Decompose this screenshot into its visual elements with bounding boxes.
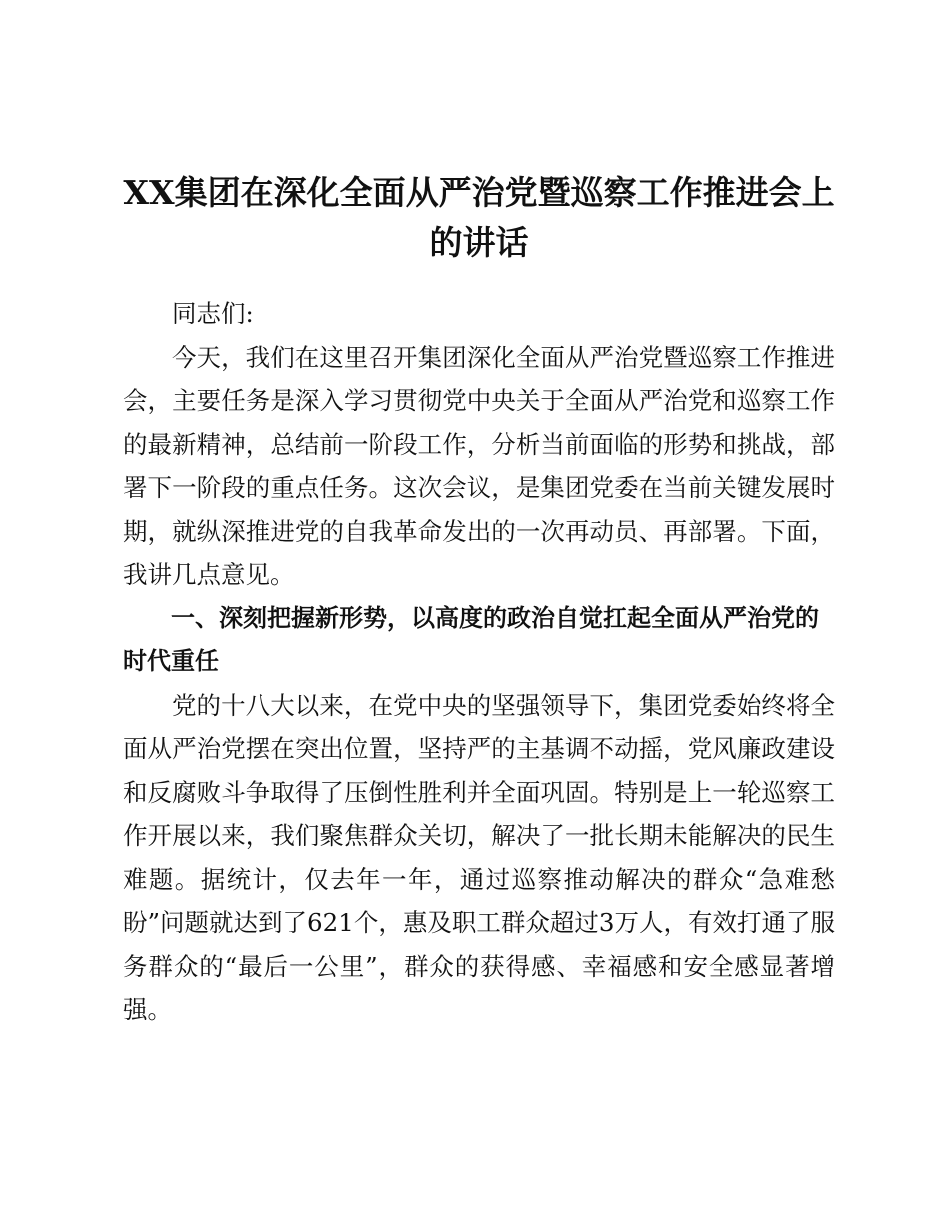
salutation: 同志们: — [172, 299, 254, 328]
section-heading: 一、深刻把握新形势，以高度的政治自觉扛起全面从严治党的时代重任 — [123, 603, 819, 675]
document-body — [123, 168, 835, 1032]
section-paragraph: 党的十八大以来，在党中央的坚强领导下，集团党委始终将全面从严治党摆在突出位置，坚持严的主基调不动摇，党风廉政建设和反腐败斗争取得了压倒性胜利并全面巩固。特别是上一轮巡察工作开展以来，我们聚焦群众关切，解决了一批长期未能解决的民生难题。据统计，仅去年一年，通过巡察推动解决的群众“急难愁盼”问题就达到了621个，惠及职工群众超过3万人，有效打通了服务群众的“最后一公里”，群众的获得感、幸福感和安全感显著增强。 — [123, 690, 835, 1024]
intro-paragraph: 今天，我们在这里召开集团深化全面从严治党暨巡察工作推进会，主要任务是深入学习贯彻党中央关于全面从严治党和巡察工作的最新精神，总结前一阶段工作，分析当前面临的形势和挑战，部署下一阶段的重点任务。这次会议，是集团党委在当前关键发展时期，就纵深推进党的自我革命发出的一次再动员、再部署。下面，我讲几点意见。 — [123, 342, 835, 589]
document-title: XX集团在深化全面从严治党暨巡察工作推进会上的讲话 — [123, 173, 835, 262]
